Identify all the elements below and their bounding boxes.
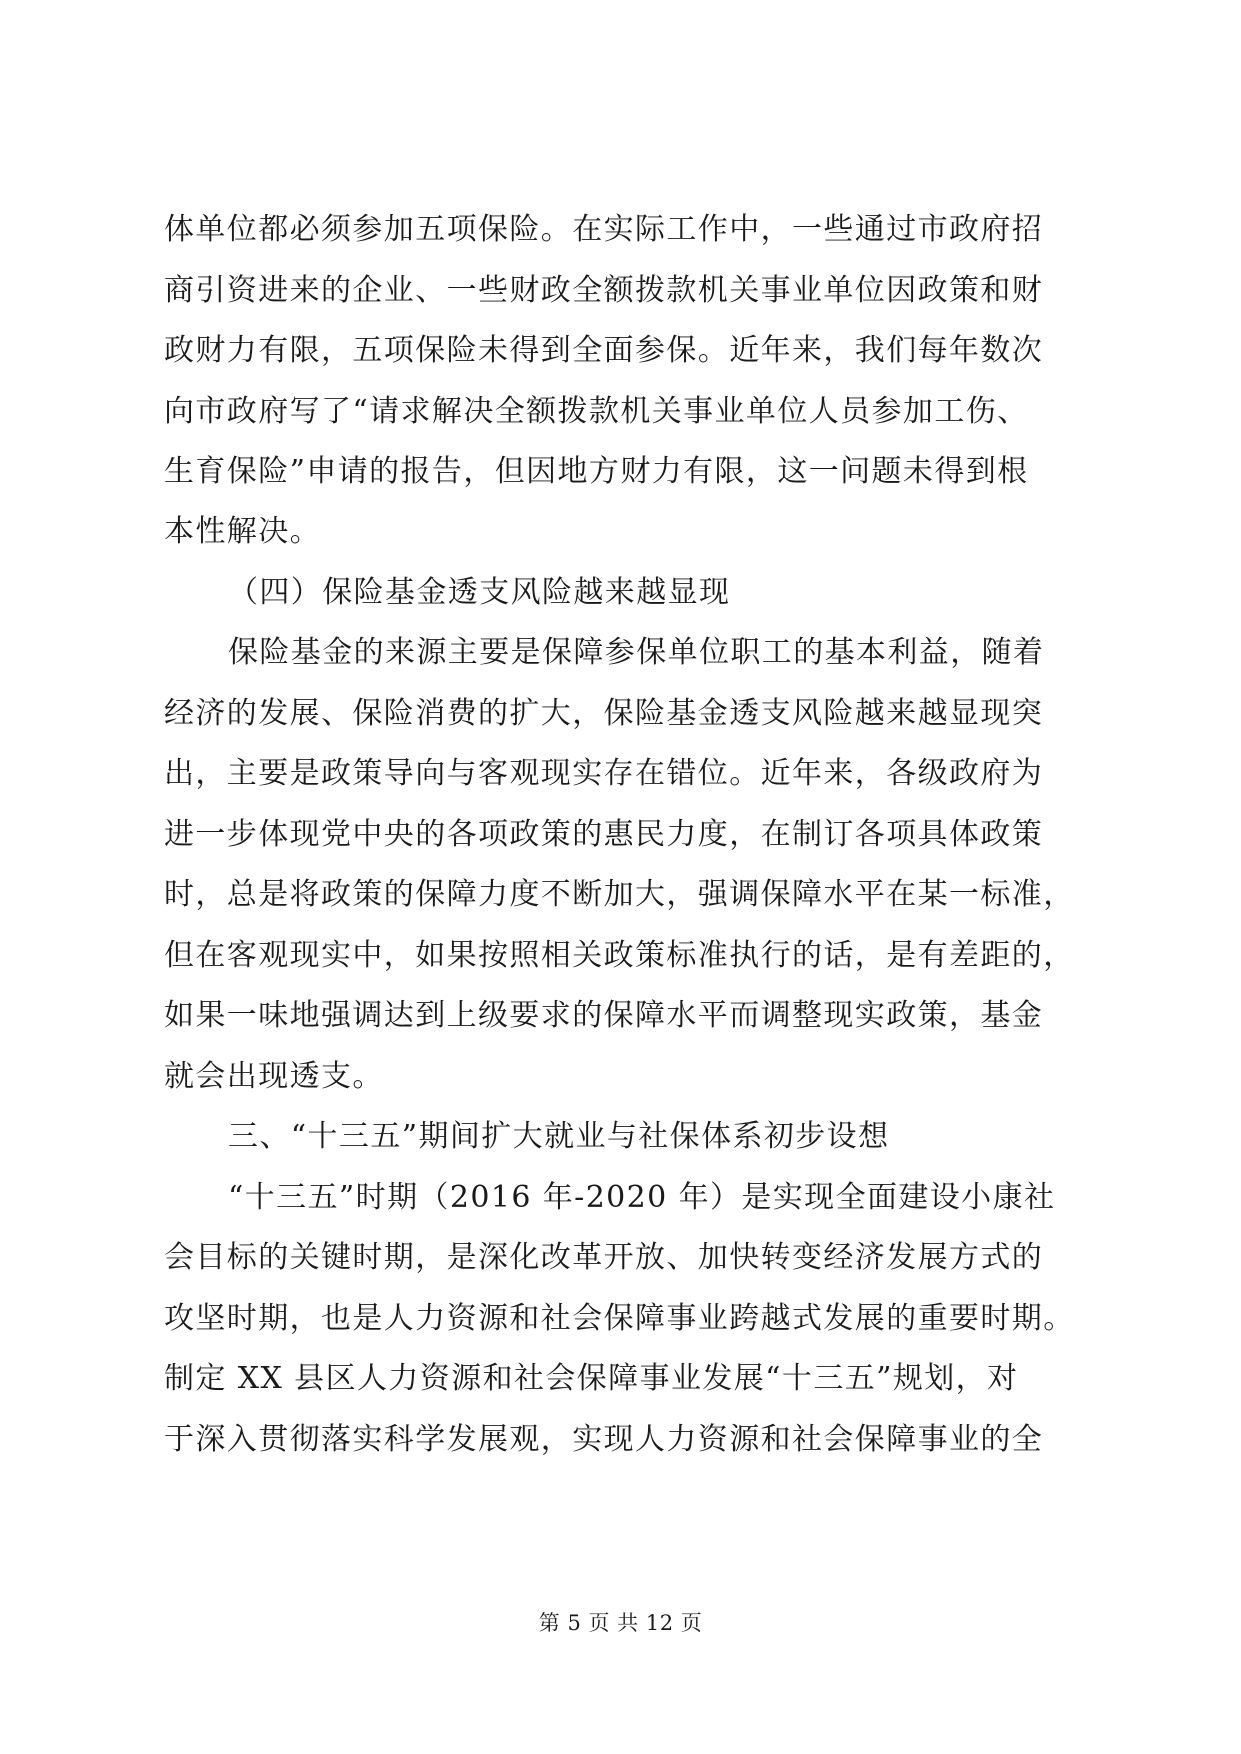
text-line: 商引资进来的企业、一些财政全额拨款机关事业单位因政策和财 bbox=[164, 273, 1044, 308]
text-line: 就会出现透支。 bbox=[164, 1059, 384, 1094]
text-line: “十三五”时期（2016 年-2020 年）是实现全面建设小康社 bbox=[228, 1180, 1056, 1215]
text-line: 经济的发展、保险消费的扩大，保险基金透支风险越来越显现突 bbox=[164, 696, 1044, 731]
text-line: 体单位都必须参加五项保险。在实际工作中，一些通过市政府招 bbox=[164, 212, 1044, 247]
text-line: 但在客观现实中，如果按照相关政策标准执行的话，是有差距的， bbox=[164, 938, 1075, 973]
text-line: 进一步体现党中央的各项政策的惠民力度，在制订各项具体政策 bbox=[164, 817, 1044, 852]
section-heading: 三、“十三五”期间扩大就业与社保体系初步设想 bbox=[228, 1119, 890, 1154]
text-line: 政财力有限，五项保险未得到全面参保。近年来，我们每年数次 bbox=[164, 333, 1044, 368]
text-line: 生育保险”申请的报告，但因地方财力有限，这一问题未得到根 bbox=[164, 454, 1029, 489]
text-line: 出，主要是政策导向与客观现实存在错位。近年来，各级政府为 bbox=[164, 756, 1044, 791]
text-line: 保险基金的来源主要是保障参保单位职工的基本利益，随着 bbox=[228, 635, 1045, 670]
section-heading: （四）保险基金透支风险越来越显现 bbox=[228, 575, 731, 610]
text-line: 如果一味地强调达到上级要求的保障水平而调整现实政策，基金 bbox=[164, 998, 1044, 1033]
text-line: 制定 XX 县区人力资源和社会保障事业发展“十三五”规划，对 bbox=[164, 1361, 1019, 1396]
page-number-footer: 第 5 页 共 12 页 bbox=[538, 1611, 703, 1635]
text-line: 攻坚时期，也是人力资源和社会保障事业跨越式发展的重要时期。 bbox=[164, 1301, 1075, 1336]
text-line: 于深入贯彻落实科学发展观，实现人力资源和社会保障事业的全 bbox=[164, 1422, 1044, 1457]
text-line: 时，总是将政策的保障力度不断加大，强调保障水平在某一标准， bbox=[164, 877, 1075, 912]
text-line: 向市政府写了“请求解决全额拨款机关事业单位人员参加工伤、 bbox=[164, 394, 1029, 429]
text-line: 本性解决。 bbox=[164, 514, 321, 549]
text-line: 会目标的关键时期，是深化改革开放、加快转变经济发展方式的 bbox=[164, 1240, 1044, 1275]
